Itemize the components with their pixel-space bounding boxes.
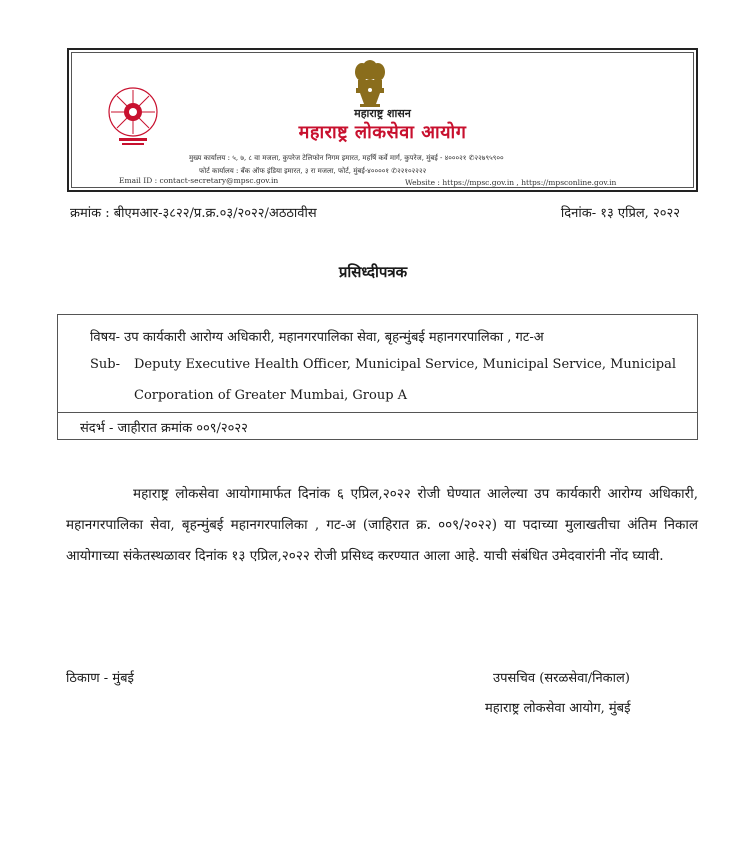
announcement-body: महाराष्ट्र लोकसेवा आयोगामार्फत दिनांक ६ एप्रिल,२०२२ रोजी घेण्यात आलेल्या उप कार्यकारी आरोग्य अधिकारी, महानगरपालिका सेवा, बृहन्मुंबई महानगरपालिका , गट-अ (जाहिरात क्र. ००९/२०२२) या पदाच्या मुलाखतीचा अंतिम निकाल आयोगाच्या संकेतस्थळावर दिनांक १३ एप्रिल,२०२२ रोजी प्रसिध्द करण्यात आला आहे. याची संबंधित उमेदवारांनी नोंद घ्यावी. [66, 486, 698, 564]
subject-marathi: विषय- उप कार्यकारी आरोग्य अधिकारी, महानगरपालिका सेवा, बृहन्मुंबई महानगरपालिका , गट-अ [90, 330, 544, 345]
website-links: Website : https://mpsc.gov.in , https://mpsconline.gov.in [405, 178, 617, 187]
page-title: प्रसिध्दीपत्रक [338, 263, 408, 281]
subject-box [57, 314, 698, 412]
subject-english-label: Sub- [90, 357, 120, 372]
place: ठिकाण - मुंबई [66, 671, 134, 686]
government-name: महाराष्ट्र शासन [354, 107, 411, 120]
document-date: दिनांक- १३ एप्रिल, २०२२ [560, 206, 680, 221]
subject-english [90, 357, 676, 372]
fort-office-address: फोर्ट कार्यालय : बँक ऑफ इंडिया इमारत, ३ रा मजला, फोर्ट, मुंबई-४००००१ ✆२२१०२२२२ [199, 167, 427, 175]
signatory-office: महाराष्ट्र लोकसेवा आयोग, मुंबई [485, 701, 631, 716]
main-office-address: मुख्य कार्यालय : ५, ७, ८ वा मजला, कुपरेज टेलिफोन निगम इमारत, महर्षि कर्वे मार्ग, कुपरेज, मुंबई - ४०००२१ ✆२२७९५९०० [189, 154, 504, 162]
commission-name: महाराष्ट्र लोकसेवा आयोग [298, 122, 467, 143]
letterhead [67, 48, 698, 192]
subject-english-line2: Corporation of Greater Mumbai, Group A [134, 388, 408, 403]
subject-english-line1: Deputy Executive Health Officer, Municipal Service, Municipal Service, Municipal [134, 357, 676, 372]
signatory-designation: उपसचिव (सरळसेवा/निकाल) [493, 671, 630, 686]
email-id: Email ID : contact-secretary@mpsc.gov.in [119, 176, 279, 185]
national-emblem-icon [350, 58, 390, 110]
reference-number: क्रमांक : बीएमआर-३८२२/प्र.क्र.०३/२०२२/अठठावीस [70, 206, 317, 221]
advertisement-reference: संदर्भ - जाहीरात क्रमांक ००९/२०२२ [80, 421, 248, 436]
reference-box [57, 412, 698, 440]
